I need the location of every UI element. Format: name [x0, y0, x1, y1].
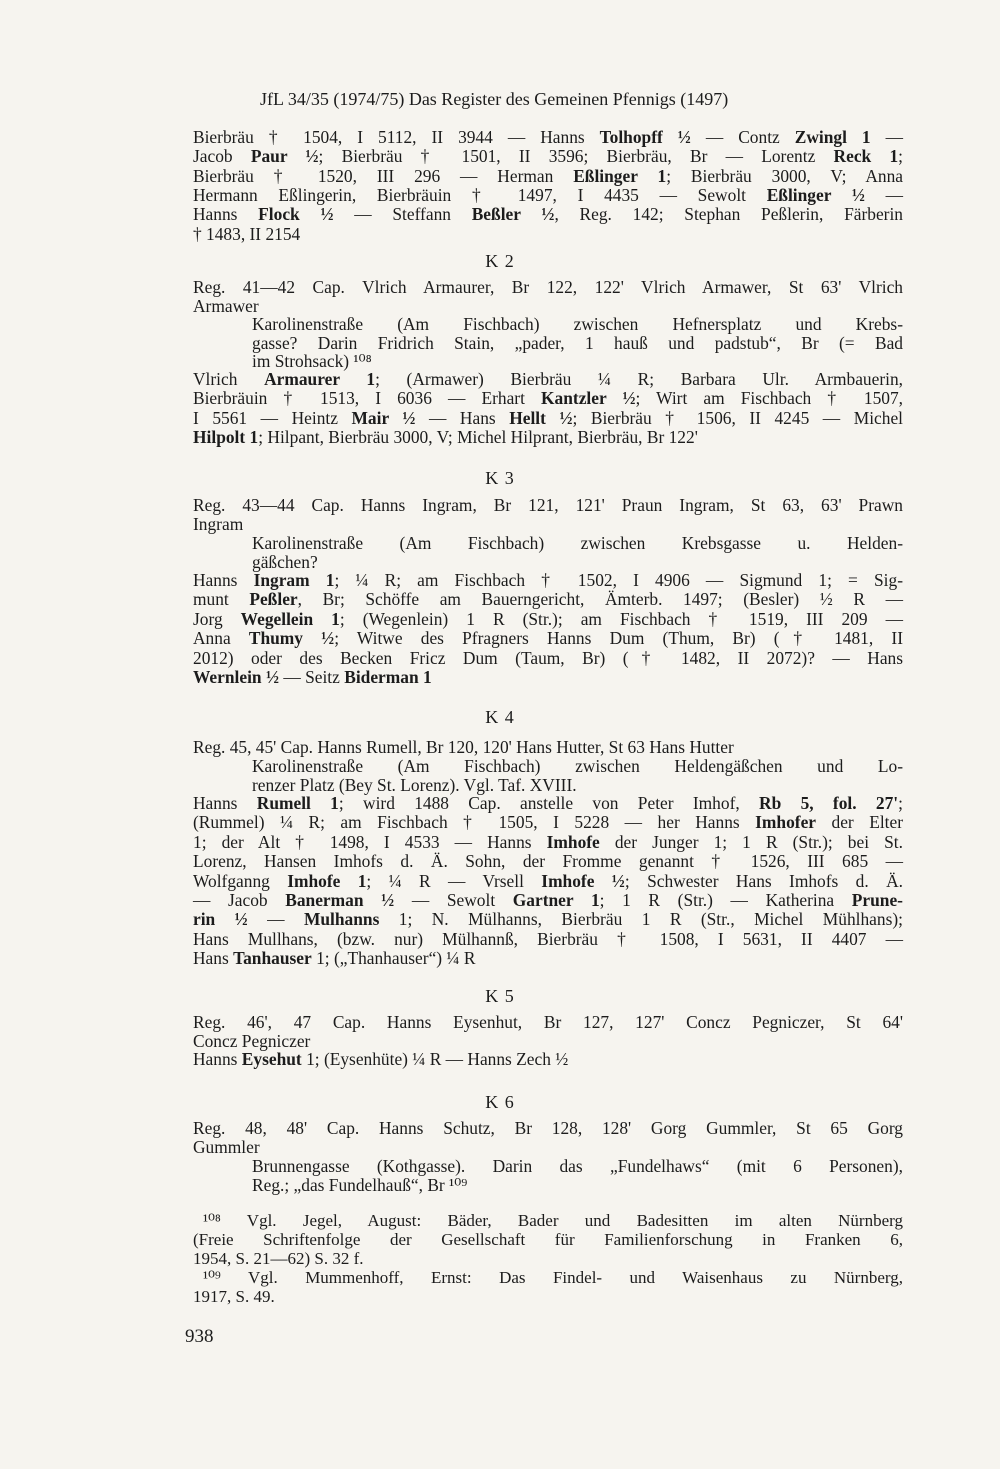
entry-line: Hans Tanhauser 1; („Thanhauser“) ¼ R — [193, 948, 476, 969]
register-reference: Armawer — [193, 295, 259, 316]
entry-line: Wolfganng Imhofe 1; ¼ R — Vrsell Imhofe ½; Schwester Hans Imhofs d. Ä. — [193, 870, 903, 891]
location-note: im Strohsack) ¹⁰⁸ — [252, 351, 372, 371]
footnote-line: 1954, S. 21—62) S. 32 f. — [193, 1249, 364, 1268]
location-note: Karolinenstraße (Am Fischbach) zwischen Heldengäßchen und Lo- — [252, 756, 903, 776]
entry-line: Hanns Eysehut 1; (Eysenhüte) ¼ R — Hanns Zech ½ — [193, 1049, 569, 1069]
entry-line: (Rummel) ¼ R; am Fischbach † 1505, I 5228 — her Hanns Imhofer der Elter — [193, 812, 903, 833]
entry-line: Hanns Ingram 1; ¼ R; am Fischbach † 1502, I 4906 — Sigmund 1; = Sig- — [193, 570, 903, 590]
entry-line: Jorg Wegellein 1; (Wegenlein) 1 R (Str.); am Fischbach † 1519, III 209 — — [193, 608, 903, 629]
register-reference: Reg. 45, 45' Cap. Hanns Rumell, Br 120, 120' Hans Hutter, St 63 Hans Hutter — [193, 737, 734, 757]
footnote-line: (Freie Schriftenfolge der Gesellschaft für Familienforschung in Franken 6, — [193, 1230, 903, 1249]
register-reference: Reg. 46', 47 Cap. Hanns Eysenhut, Br 127, 127' Concz Pegniczer, St 64' — [193, 1012, 903, 1032]
footnote-line: ¹⁰⁹ Vgl. Mummenhoff, Ernst: Das Findel- und Waisenhaus zu Nürnberg, — [203, 1268, 903, 1287]
footnote-line: 1917, S. 49. — [193, 1287, 275, 1306]
section-heading: K 4 — [485, 707, 515, 727]
register-reference: Reg. 48, 48' Cap. Hanns Schutz, Br 128, 128' Gorg Gummler, St 65 Gorg — [193, 1118, 903, 1138]
entry-line: Hans Mullhans, (bzw. nur) Mülhannß, Bierbräu † 1508, I 5631, II 4407 — — [193, 928, 903, 949]
location-note: Brunnengasse (Kothgasse). Darin das „Fundelhaws“ (mit 6 Personen), — [252, 1156, 903, 1176]
entry-line: Wernlein ½ — Seitz Biderman 1 — [193, 667, 432, 687]
entry-line: Hanns Rumell 1; wird 1488 Cap. anstelle von Peter Imhof, Rb 5, fol. 27'; — [193, 793, 903, 813]
section-heading: K 3 — [485, 468, 515, 488]
location-note: renzer Platz (Bey St. Lorenz). Vgl. Taf. XVIII. — [252, 774, 577, 795]
entry-line: Hermann Eßlingerin, Bierbräuin † 1497, I 4435 — Sewolt Eßlinger ½ — — [193, 184, 903, 205]
entry-line: Bierbräu † 1504, I 5112, II 3944 — Hanns Tolhopff ½ — Contz Zwingl 1 — — [193, 127, 903, 147]
entry-line: 2012) oder des Becken Fricz Dum (Taum, Br) († 1482, II 2072)? — Hans — [193, 647, 903, 668]
entry-line: munt Peßler, Br; Schöffe am Bauerngericht, Ämterb. 1497; (Besler) ½ R — — [193, 589, 903, 610]
section-heading: K 6 — [485, 1092, 515, 1112]
register-reference: Reg. 43—44 Cap. Hanns Ingram, Br 121, 121' Praun Ingram, St 63, 63' Prawn — [193, 495, 903, 515]
register-reference: Concz Pegniczer — [193, 1030, 311, 1051]
entry-line: I 5561 — Heintz Mair ½ — Hans Hellt ½; Bierbräu † 1506, II 4245 — Michel — [193, 407, 903, 428]
entry-line: Jacob Paur ½; Bierbräu † 1501, II 3596; Bierbräu, Br — Lorentz Reck 1; — [193, 146, 903, 167]
entry-line: Vlrich Armaurer 1; (Armawer) Bierbräu ¼ R; Barbara Ulr. Armbauerin, — [193, 369, 903, 389]
location-note: Karolinenstraße (Am Fischbach) zwischen Krebsgasse u. Helden- — [252, 533, 903, 553]
entry-line: Bierbräuin † 1513, I 6036 — Erhart Kantzler ½; Wirt am Fischbach † 1507, — [193, 388, 904, 409]
location-note: Karolinenstraße (Am Fischbach) zwischen Hefnersplatz und Krebs- — [252, 314, 903, 334]
register-reference: Gummler — [193, 1136, 260, 1157]
page-number: 938 — [185, 1326, 214, 1347]
entry-line: Anna Thumy ½; Witwe des Pfragners Hanns Dum (Thum, Br) († 1481, II — [193, 628, 903, 649]
entry-line: — Jacob Banerman ½ — Sewolt Gartner 1; 1 R (Str.) — Katherina Prune- — [193, 890, 903, 910]
entry-line: † 1483, II 2154 — [193, 223, 301, 244]
section-heading: K 2 — [485, 251, 515, 271]
register-reference: Reg. 41—42 Cap. Vlrich Armaurer, Br 122, 122' Vlrich Armawer, St 63' Vlrich — [193, 277, 903, 297]
entry-line: 1; der Alt † 1498, I 4533 — Hanns Imhofe der Junger 1; 1 R (Str.); bei St. — [193, 831, 903, 852]
entry-line: rin ½ — Mulhanns 1; N. Mülhanns, Bierbräu 1 R (Str., Michel Mühlhans); — [193, 909, 903, 930]
running-head: JfL 34/35 (1974/75) Das Register des Gemeinen Pfennigs (1497) — [260, 89, 729, 109]
location-note: gäßchen? — [252, 551, 318, 572]
footnote-line: ¹⁰⁸ Vgl. Jegel, August: Bäder, Bader und Badesitten im alten Nürnberg — [203, 1211, 903, 1230]
entry-line: Hanns Flock ½ — Steffann Beßler ½, Reg. 142; Stephan Peßlerin, Färberin — [193, 204, 903, 225]
location-note: gasse? Darin Fridrich Stain, „pader, 1 hauß und padstub“, Br (= Bad — [252, 332, 903, 353]
entry-line: Lorenz, Hansen Imhofs d. Ä. Sohn, der Fromme genannt † 1526, III 685 — — [193, 851, 903, 872]
entry-line: Hilpolt 1; Hilpant, Bierbräu 3000, V; Michel Hilprant, Bierbräu, Br 122' — [193, 427, 698, 448]
location-note: Reg.; „das Fundelhauß“, Br ¹⁰⁹ — [252, 1174, 468, 1195]
entry-line: Bierbräu † 1520, III 296 — Herman Eßlinger 1; Bierbräu 3000, V; Anna — [193, 165, 904, 186]
section-heading: K 5 — [485, 986, 515, 1006]
register-reference: Ingram — [193, 513, 244, 534]
